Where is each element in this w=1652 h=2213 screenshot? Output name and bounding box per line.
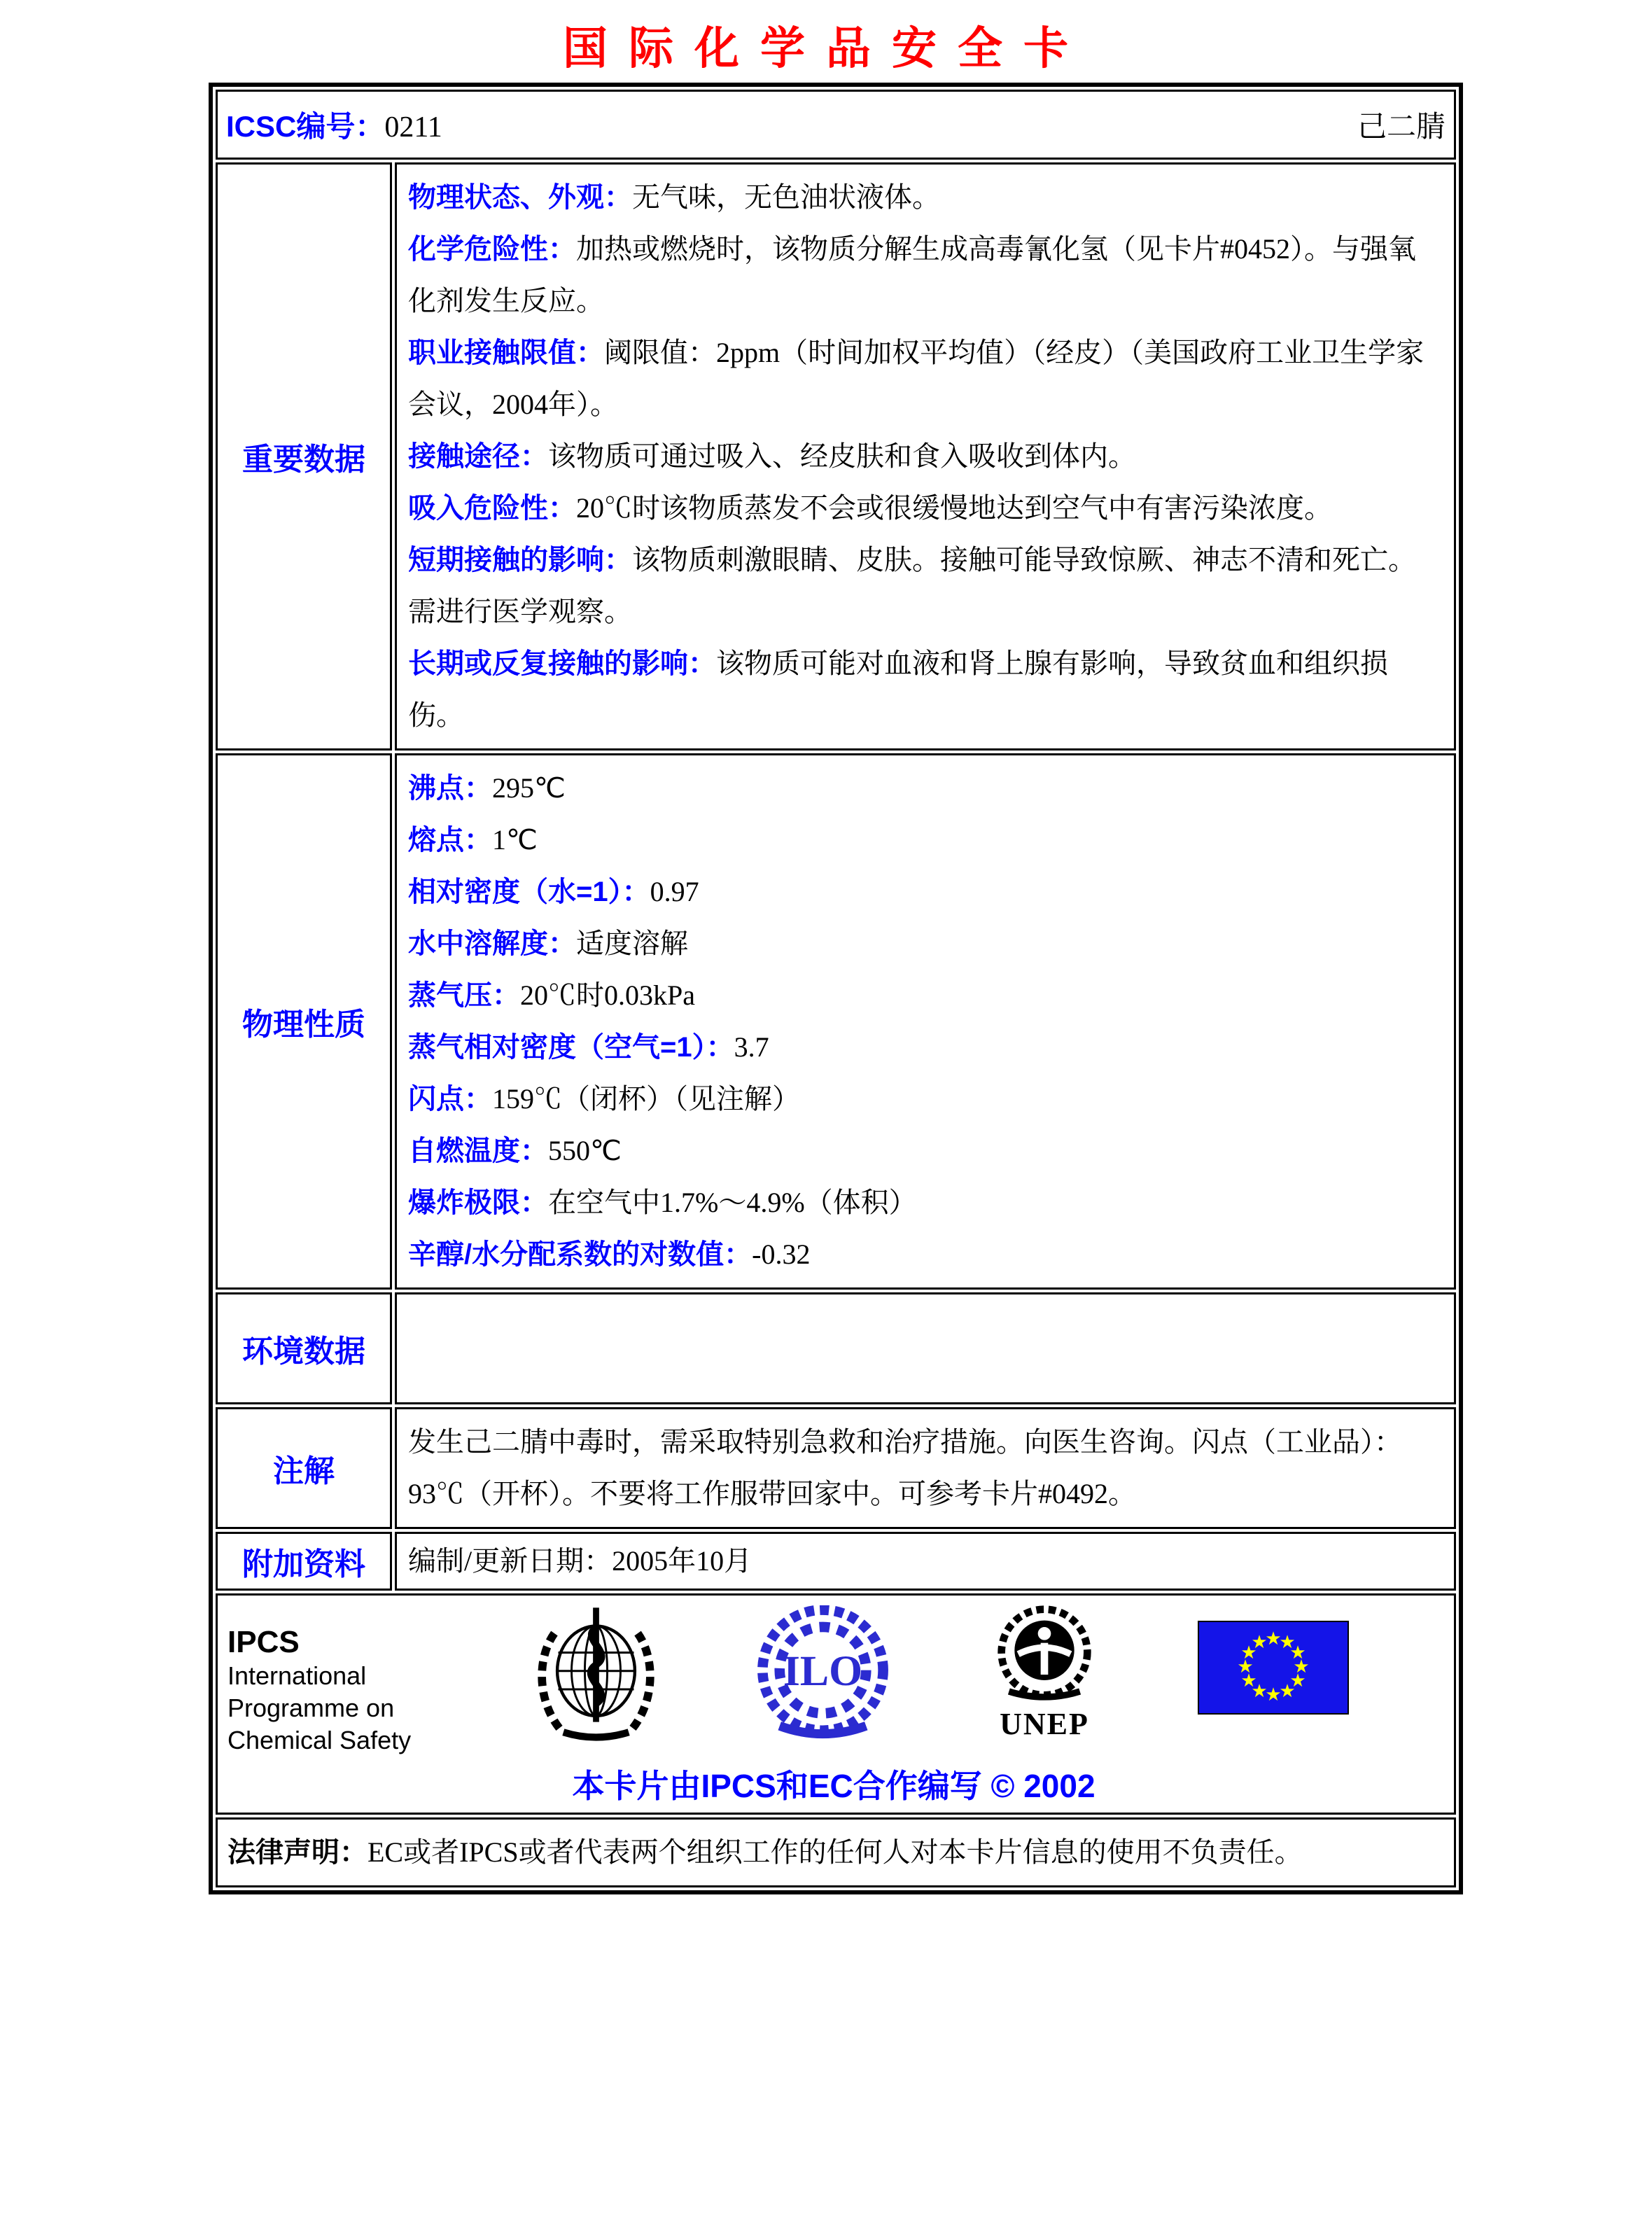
item-text: 550℃ [548,1135,622,1166]
svg-text:★: ★ [1289,1642,1306,1663]
additional-info-label: 附加资料 [216,1532,392,1591]
important-item [408,534,1443,638]
notes-content: 发生己二腈中毒时，需采取特别急救和治疗措施。向医生咨询。闪点（工业品）：93℃（开杯）。不要将工作服带回家中。可参考卡片#0492。 [395,1407,1456,1529]
physical-item [408,1125,1443,1177]
environmental-data-label: 环境数据 [216,1292,392,1404]
item-text: 无气味，无色油状液体。 [632,181,940,213]
logos-cell [216,1593,1456,1815]
additional-info-row [216,1532,1456,1591]
svg-text:★: ★ [1293,1656,1310,1677]
footer-caption [227,1761,1440,1807]
environmental-data-content [395,1292,1456,1404]
physical-item [408,1229,1443,1280]
copyright-text: © 2002 [990,1768,1096,1804]
ipcs-subtitle-line: Chemical Safety [227,1726,412,1754]
item-label: 物理状态、外观： [408,182,632,213]
svg-text:★: ★ [1265,1684,1282,1705]
important-item [408,327,1443,431]
item-label: 职业接触限值： [408,337,604,368]
unep-wordmark: UNEP [1000,1707,1089,1741]
ipcs-text-block [227,1605,438,1757]
header-row [216,90,1456,160]
item-text: 0.97 [650,876,699,907]
header-cell [216,90,1456,160]
physical-properties-row [216,753,1456,1290]
svg-text:★: ★ [1279,1631,1296,1652]
additional-info-content: 编制/更新日期：2005年10月 [395,1532,1456,1591]
icsc-number-group [226,104,442,146]
important-data-content [395,162,1456,751]
environmental-data-row [216,1292,1456,1404]
item-text: 295℃ [492,772,566,804]
svg-text:★: ★ [1279,1680,1296,1701]
item-label: 熔点： [408,825,492,856]
physical-item [408,866,1443,918]
svg-text:★: ★ [1289,1670,1306,1691]
physical-properties-content [395,753,1456,1290]
ipcs-subtitle-line: International [227,1661,367,1690]
svg-text:★: ★ [1240,1642,1257,1663]
item-text: 加热或燃烧时，该物质分解生成高毒氰化氢（见卡片#0452）。与强氧化剂发生反应。 [408,233,1416,316]
important-item [408,172,1443,223]
svg-text:ILO: ILO [783,1647,863,1695]
legal-cell [216,1817,1456,1887]
physical-item [408,1177,1443,1229]
item-text: 20℃时该物质蒸发不会或很缓慢地达到空气中有害污染浓度。 [576,492,1332,524]
svg-text:★: ★ [1240,1670,1257,1691]
physical-item [408,814,1443,866]
item-text: 159℃（闭杯）（见注解） [492,1083,800,1115]
notes-label: 注解 [216,1407,392,1529]
item-label: 闪点： [408,1084,492,1115]
item-label: 辛醇/水分配系数的对数值： [408,1239,752,1270]
item-label: 自燃温度： [408,1136,548,1166]
icsc-number-value: 0211 [384,111,442,144]
important-data-label: 重要数据 [216,162,392,751]
icsc-card-table [209,83,1463,1894]
logos-strip [227,1605,1440,1757]
unep-logo-icon [988,1605,1100,1742]
legal-text: EC或者IPCS或者代表两个组织工作的任何人对本卡片信息的使用不负责任。 [368,1836,1303,1868]
ipcs-title: IPCS [227,1625,300,1659]
important-item [408,638,1443,741]
important-item [408,223,1443,327]
item-label: 长期或反复接触的影响： [408,648,716,679]
item-label: 吸入危险性： [408,493,576,524]
who-logo-icon [535,1605,657,1749]
item-label: 水中溶解度： [408,928,576,959]
physical-item [408,1021,1443,1073]
svg-text:★: ★ [1251,1680,1268,1701]
important-item [408,431,1443,482]
item-label: 蒸气相对密度（空气=1）： [408,1032,734,1063]
item-text: 20℃时0.03kPa [520,979,695,1011]
page-title: 国际化学品安全卡 [563,23,1089,74]
important-item [408,482,1443,534]
item-label: 短期接触的影响： [408,545,632,575]
item-label: 爆炸极限： [408,1187,548,1218]
svg-text:★: ★ [1251,1631,1268,1652]
eu-flag-icon [1198,1621,1349,1715]
legal-row [216,1817,1456,1887]
item-text: 3.7 [734,1031,769,1063]
important-data-row [216,162,1456,751]
svg-text:★: ★ [1265,1628,1282,1649]
logos-row [216,1593,1456,1815]
item-label: 相对密度（水=1）： [408,877,650,907]
item-text: 适度溶解 [576,928,688,959]
physical-item [408,918,1443,970]
item-text: 该物质刺激眼睛、皮肤。接触可能导致惊厥、神志不清和死亡。需进行医学观察。 [408,544,1416,627]
physical-item [408,970,1443,1021]
chemical-name: 己二腈 [1357,111,1446,144]
svg-text:★: ★ [1237,1656,1254,1677]
item-text: -0.32 [752,1238,811,1270]
icsc-number-label: ICSC编号： [226,110,385,143]
item-text: 该物质可能对血液和肾上腺有影响，导致贫血和组织损伤。 [408,648,1388,731]
caption-text: 本卡片由IPCS和EC合作编写 [572,1768,982,1804]
item-text: 在空气中1.7%～4.9%（体积） [548,1187,917,1218]
item-text: 1℃ [492,824,538,856]
physical-item [408,1073,1443,1125]
item-label: 化学危险性： [408,234,576,265]
item-label: 沸点： [408,773,492,804]
item-label: 蒸气压： [408,980,520,1011]
ipcs-subtitle-line: Programme on [227,1694,395,1722]
physical-item [408,762,1443,814]
item-text: 阈限值：2ppm（时间加权平均值）（经皮）（美国政府工业卫生学家会议，2004年）。 [408,337,1424,420]
physical-properties-label: 物理性质 [216,753,392,1290]
legal-label: 法律声明： [227,1837,368,1868]
ilo-logo-icon [755,1605,891,1742]
notes-row [216,1407,1456,1529]
item-label: 接触途径： [408,441,548,472]
item-text: 该物质可通过吸入、经皮肤和食入吸收到体内。 [548,440,1136,472]
